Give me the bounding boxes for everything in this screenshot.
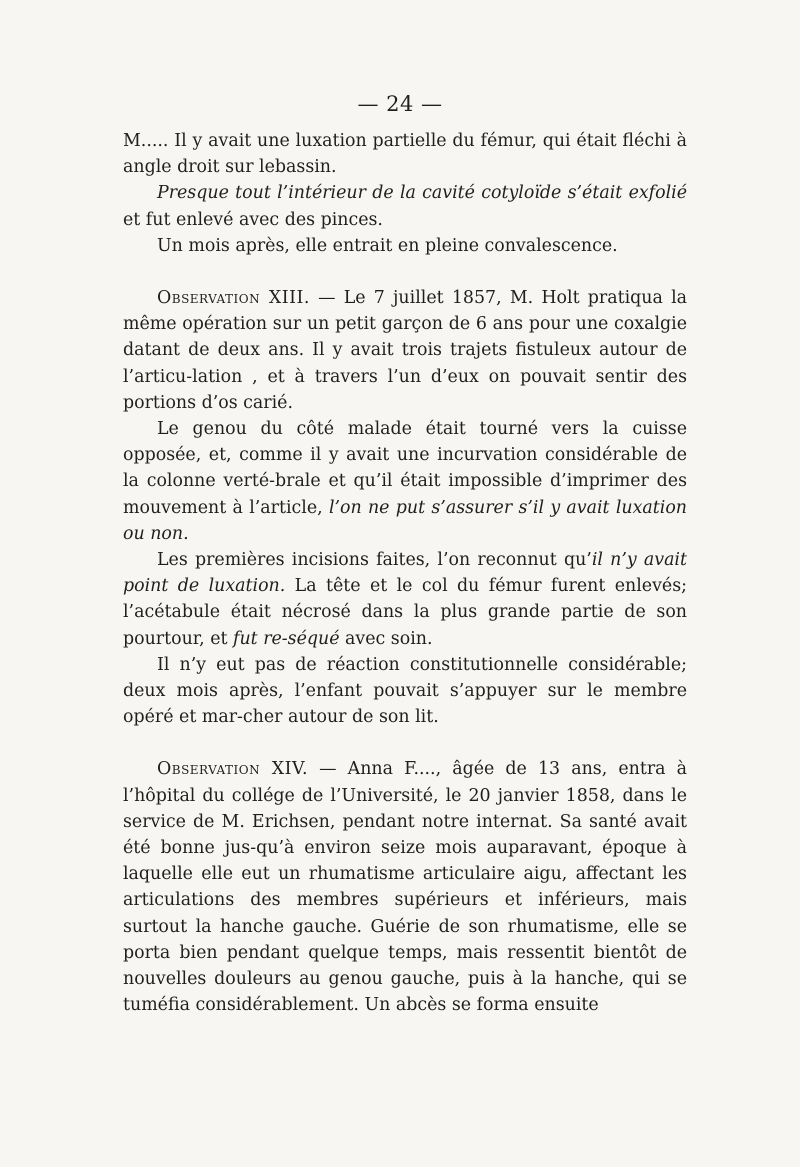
paragraph-text: Les premières incisions faites, l’on reconnut qu’ [157, 550, 592, 571]
body-text [123, 128, 687, 1019]
paragraph-text: avec soin. [339, 628, 433, 649]
paragraph-text: M..... Il y avait une luxation partielle du fémur, qui était fléchi à angle droit sur lebassin. [123, 131, 687, 178]
paragraph-text: Le genou du côté malade était tourné vers la cuisse opposée, et, comme il y avait une incurvation considérable de la colonne verté-brale et qu’il était impossible d’imprimer des mouvement à l’article, [123, 419, 687, 518]
observation-xiii [123, 285, 687, 416]
observation-label: Observation XIV. [157, 759, 309, 780]
section-gap [123, 259, 687, 285]
observation-label: Observation XIII. [157, 288, 310, 309]
paragraph-text: Il n’y eut pas de réaction constitutionnelle considérable; deux mois après, l’enfant pouvait s’appuyer sur le membre opéré et mar-cher autour de son lit. [123, 654, 687, 728]
italic-text: l’on ne put s’assurer s’il y avait luxation ou non. [123, 497, 687, 544]
page-number: — 24 — [357, 92, 443, 116]
italic-text: Presque tout l’intérieur de la cavité cotyloïde s’était exfolié [157, 183, 687, 204]
paragraph [123, 652, 687, 731]
paragraph-text: La tête et le col du fémur furent enlevés; l’acétabule était nécrosé dans la plus grande partie de son pourtour, et [123, 576, 687, 649]
paragraph-text: — Le 7 juillet 1857, M. Holt pratiqua la même opération sur un petit garçon de 6 ans pour une coxalgie datant de deux ans. Il y avait trois trajets fistuleux autour de l’articu-lation , et à travers l’un d’eux on pouvait sentir des portions d’os carié. [123, 288, 687, 413]
paragraph [123, 233, 687, 259]
paragraph-text: et fut enlevé avec des pinces. [123, 209, 383, 230]
paragraph [123, 128, 687, 180]
paragraph-text: — Anna F...., âgée de 13 ans, entra à l’hôpital du collége de l’Université, le 20 janvier 1858, dans le service de M. Erichsen, pendant notre internat. Sa santé avait été bonne jus-qu’à environ seize mois auparavant, époque à laquelle elle eut un rhumatisme articulaire aigu, affectant les articulations des membres supérieurs et inférieurs, mais surtout la hanche gauche. Guérie de son rhumatisme, elle se porta bien pendant quelque temps, mais ressentit bientôt de nouvelles douleurs au genou gauche, puis à la hanche, qui se tuméfia considérablement. Un abcès se forma ensuite [123, 759, 688, 1016]
paragraph [123, 180, 687, 232]
section-gap [123, 730, 687, 756]
paragraph [123, 416, 687, 547]
observation-xiv [123, 756, 687, 1018]
italic-text: il n’y avait point de luxation. [123, 550, 687, 597]
paragraph [123, 547, 687, 652]
italic-text: fut re-séqué [233, 628, 340, 649]
paragraph-text: Un mois après, elle entrait en pleine convalescence. [157, 235, 618, 256]
